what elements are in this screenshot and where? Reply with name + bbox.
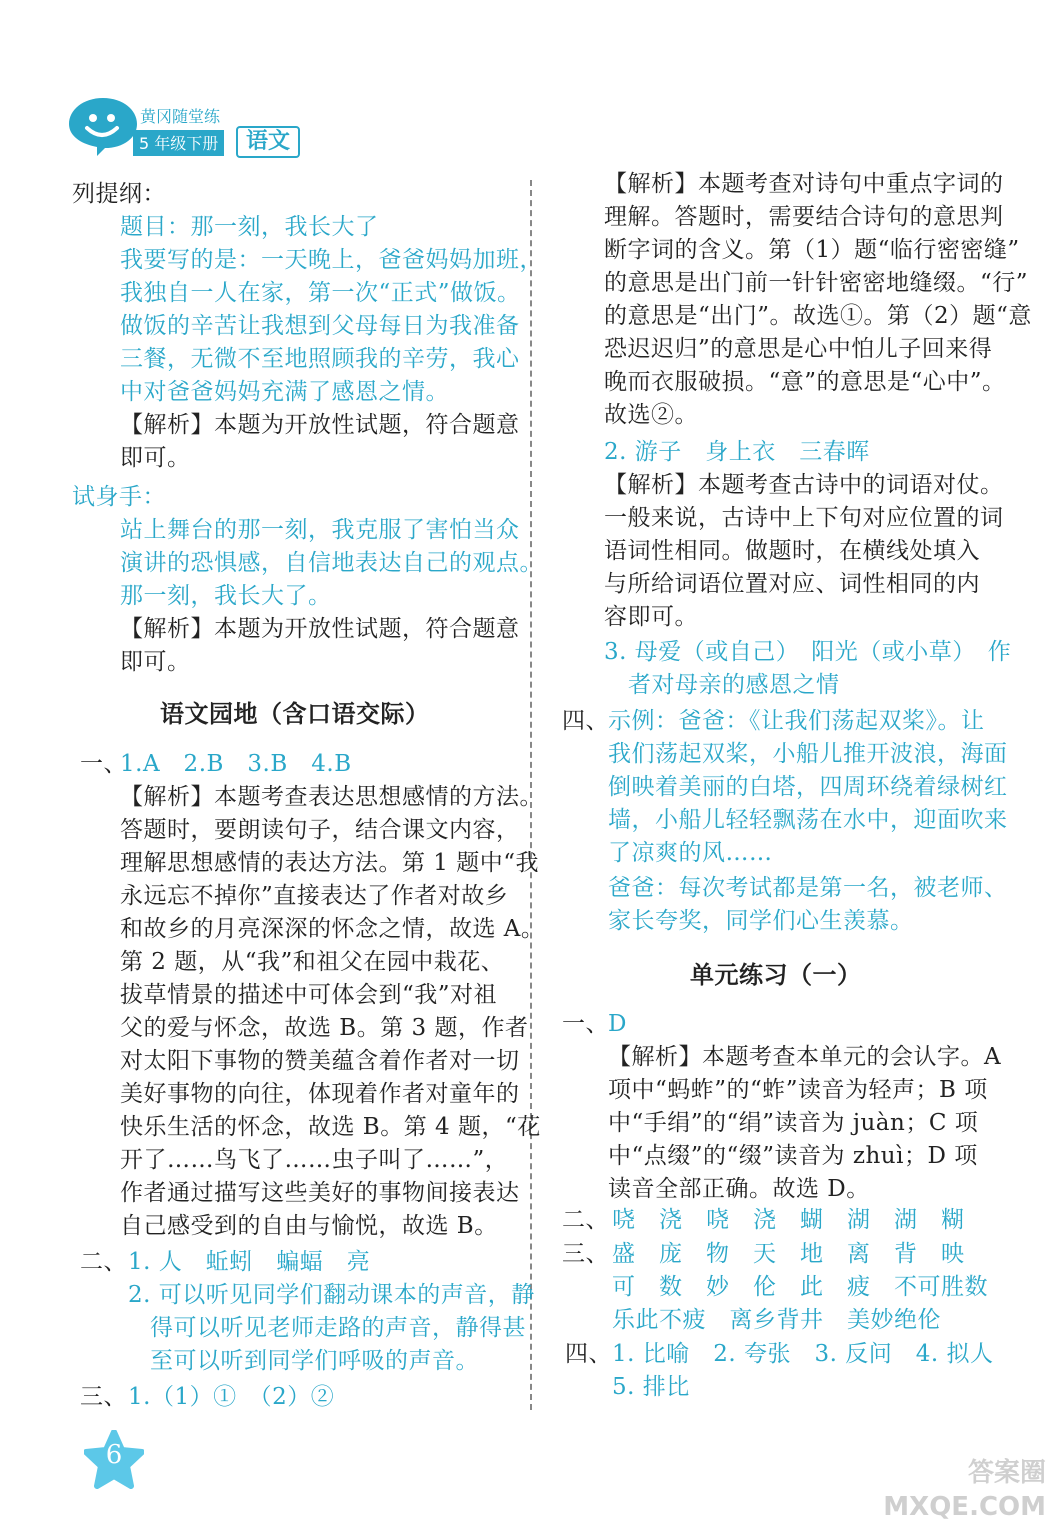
page-number: 6 [105,1440,123,1470]
text-line: 对太阳下事物的赞美蕴含着作者对一切 [120,1048,520,1074]
text-line: 即可。 [120,649,191,675]
text-line: 恐迟迟归”的意思是心中怕儿子回来得 [604,336,993,362]
text-line: 四、 [565,1341,612,1367]
text-line: 1. 比喻 2. 夸张 3. 反问 4. 拟人 [612,1341,994,1367]
text-line: 演讲的恐惧感，自信地表达自己的观点。 [120,550,543,576]
text-line: 乐此不疲 离乡背井 美妙绝伦 [612,1307,941,1333]
text-line: 墙，小船儿轻轻飘荡在水中，迎面吹来 [608,807,1008,833]
text-line: 1.A 2.B 3.B 4.B [120,751,352,777]
grade-label: 5 年级下册 [133,130,224,156]
smiley-bubble-icon [67,96,139,158]
text-line: 可 数 妙 伦 此 疲 不可胜数 [612,1274,988,1300]
text-line: 理解。答题时，需要结合诗句的意思判 [604,204,1004,230]
text-line: 3. 母爱（或自己） 阳光（或小草） 作 [604,639,1012,665]
watermark-text: 答案圈 MXQE.COM [883,1458,1046,1522]
text-line: 了凉爽的风…… [608,840,773,866]
text-line: 快乐生活的怀念，故选 B。第 4 题，“花 [120,1114,541,1140]
text-line: 【解析】本题考查古诗中的词语对仗。 [604,472,1004,498]
text-line: 四、 [562,708,609,734]
text-line: 与所给词语位置对应、词性相同的内 [604,571,980,597]
text-line: 二、 [80,1249,127,1275]
text-line: 站上舞台的那一刻，我克服了害怕当众 [120,517,520,543]
text-line: 【解析】本题考查表达思想感情的方法。 [120,784,543,810]
text-line: 中对爸爸妈妈充满了感恩之情。 [120,379,449,405]
text-line: 中“手绢”的“绢”读音为 juàn；C 项 [608,1110,979,1136]
text-line: 语词性相同。做题时，在横线处填入 [604,538,980,564]
text-line: 美好事物的向往，体现着作者对童年的 [120,1081,520,1107]
text-line: 三、 [562,1241,609,1267]
text-line: 【解析】本题考查对诗句中重点字词的 [604,171,1004,197]
text-line: 二、 [562,1207,609,1233]
text-line: 即可。 [120,445,191,471]
text-line: 三餐，无微不至地照顾我的辛劳，我心 [120,346,520,372]
text-line: 父的爱与怀念，故选 B。第 3 题，作者 [120,1015,529,1041]
text-line: 爸爸：每次考试都是第一名，被老师、 [608,875,1008,901]
text-line: 故选②。 [604,402,698,428]
text-line: 断字词的含义。第（1）题“临行密密缝” [604,237,1020,263]
text-line: 和故乡的月亮深深的怀念之情，故选 A。 [120,916,545,942]
text-line: 【解析】本题考查本单元的会认字。A [608,1044,1002,1070]
text-line: 2. 游子 身上衣 三春晖 [604,439,870,465]
text-line: 我要写的是：一天晚上，爸爸妈妈加班， [120,247,543,273]
text-line: 一般来说，古诗中上下句对应位置的词 [604,505,1004,531]
section-heading: 语文园地（含口语交际） [160,699,430,728]
text-line: 2. 可以听见同学们翻动课本的声音，静 [128,1282,535,1308]
subject-label: 语文 [236,126,300,158]
text-line: 作者通过描写这些美好的事物间接表达 [120,1180,520,1206]
text-line: 第 2 题，从“我”和祖父在园中栽花、 [120,949,505,975]
text-line: 项中“蚂蚱”的“蚱”读音为轻声；B 项 [608,1077,988,1103]
text-line: 盛 庞 物 天 地 离 背 映 [612,1241,965,1267]
text-line: 【解析】本题为开放性试题，符合题意 [120,412,520,438]
text-line: 1.（1）① （2）② [128,1384,335,1410]
text-line: 5. 排比 [612,1374,690,1400]
text-line: 那一刻，我长大了。 [120,583,332,609]
text-line: 倒映着美丽的白塔，四周环绕着绿树红 [608,774,1008,800]
text-line: 题目：那一刻，我长大了 [120,214,379,240]
text-line: 【解析】本题为开放性试题，符合题意 [120,616,520,642]
text-line: 读音全部正确。故选 D。 [608,1176,870,1202]
text-line: 的意思是出门前一针针密密地缝缀。“行” [604,270,1029,296]
section-heading: 单元练习（一） [690,960,862,989]
text-line: 三、 [80,1384,127,1410]
text-line: 我们荡起双桨，小船儿推开波浪，海面 [608,741,1008,767]
text-line: 得可以听见老师走路的声音，静得甚 [150,1315,526,1341]
text-line: D [608,1011,627,1037]
text-line: 开了……鸟飞了……虫子叫了……”， [120,1147,509,1173]
watermark [850,1440,1050,1530]
brand-title: 黄冈随堂练 [140,107,221,126]
text-line: 家长夸奖，同学们心生羡慕。 [608,908,914,934]
text-line: 列提纲： [72,181,166,207]
text-line: 晚而衣服破损。“意”的意思是“心中”。 [604,369,1006,395]
text-line: 示例：爸爸：《让我们荡起双桨》。让 [608,708,985,734]
text-line: 永远忘不掉你”直接表达了作者对故乡 [120,883,509,909]
text-line: 者对母亲的感恩之情 [628,672,840,698]
text-line: 自己感受到的自由与愉悦，故选 B。 [120,1213,498,1239]
text-line: 1. 人 蚯蚓 蝙蝠 亮 [128,1249,371,1275]
text-line: 我独自一人在家，第一次“正式”做饭。 [120,280,521,306]
text-line: 做饭的辛苦让我想到父母每日为我准备 [120,313,520,339]
text-line: 试身手： [72,484,166,510]
text-line: 中“点缀”的“缀”读音为 zhuì；D 项 [608,1143,978,1169]
text-line: 答题时，要朗读句子，结合课文内容， [120,817,520,843]
text-line: 一、 [80,751,127,777]
text-line: 一、 [562,1011,609,1037]
text-line: 哓 浇 哓 浇 蝴 湖 湖 糊 [612,1207,965,1233]
text-line: 拔草情景的描述中可体会到“我”对祖 [120,982,498,1008]
text-line: 理解思想感情的表达方法。第 1 题中“我 [120,850,540,876]
text-line: 的意思是“出门”。故选①。第（2）题“意 [604,303,1032,329]
text-line: 至可以听到同学们呼吸的声音。 [150,1348,479,1374]
text-line: 容即可。 [604,604,698,630]
